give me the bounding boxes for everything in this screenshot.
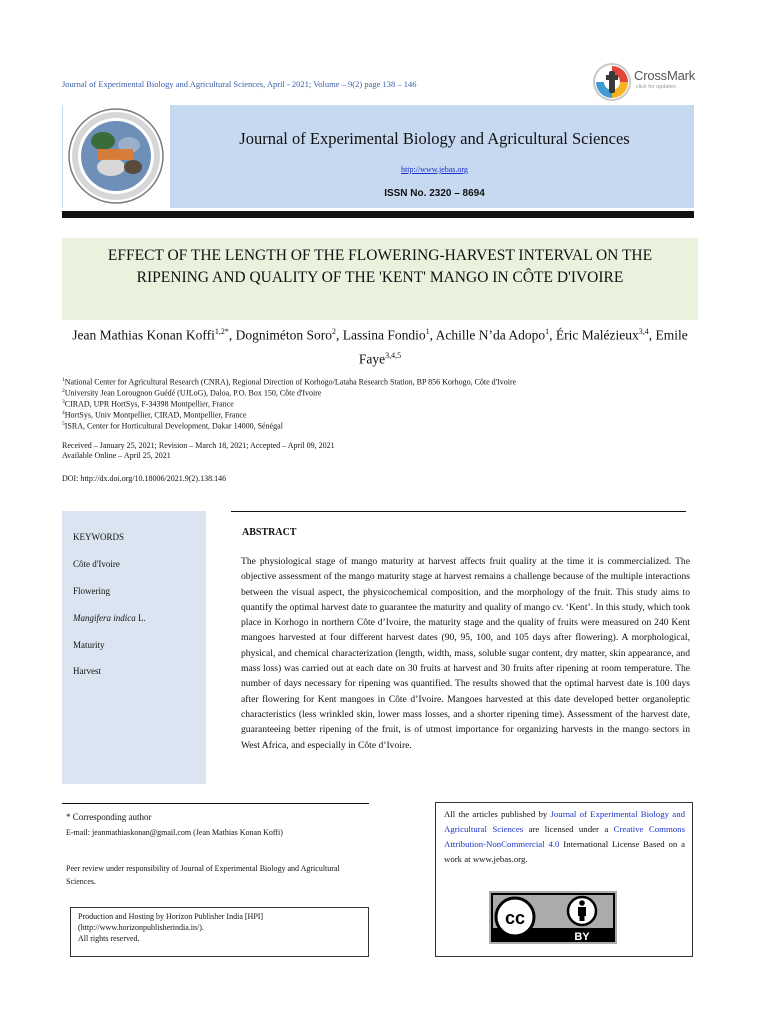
abstract-title: ABSTRACT (242, 527, 297, 538)
journal-title: Journal of Experimental Biology and Agricultural Sciences (239, 129, 630, 148)
affiliation-item: $^1$National Center for Agricultural Research (CNRA), Regional Direction of Korhogo/Lataha Research Station, BP 856 Korhogo, Côte d'Ivoire (62, 377, 517, 387)
keyword-item: Flowering (73, 586, 110, 596)
cc-license-link[interactable]: Creative Commons Attribution-NonCommercial 4.0 (444, 824, 686, 849)
article-title-line-1: EFFECT OF THE LENGTH OF THE FLOWERING-HARVEST INTERVAL ON THE (107, 247, 653, 264)
crossmark-badge[interactable] (592, 60, 697, 102)
author-name: Éric Malézieux (555, 327, 639, 343)
article-title (62, 245, 698, 289)
author-name: Achille N’da Adopo (435, 327, 546, 343)
author-affiliation-mark: 1,2* (214, 327, 229, 336)
dates-online: Available Online – April 25, 2021 (62, 451, 171, 460)
dates-received: Received – January 25, 2021; Revision – March 18, 2021; Accepted – April 09, 2021 (62, 441, 335, 450)
peer-review-note: Peer review under responsibility of Journal of Experimental Biology and Agricultural Sciences. (66, 864, 340, 886)
hosting-text: Production and Hosting by Horizon Publisher India [HPI] (http://www.horizonpublisherindia.in/). All rights reserved. (78, 912, 264, 943)
corresponding-author-email[interactable]: E-mail: jeanmathiaskonan@gmail.com (Jean Mathias Konan Koffi) (66, 828, 283, 837)
keyword-item: Harvest (73, 666, 101, 676)
abstract-body: The physiological stage of mango maturity at harvest affects fruit quality at the time it is commercialized. The objective assessment of the mango maturity stage at harvest remains a challenge because of the multiple interactions between the visual aspect, the physicochemical composition, and the morphology of the fruit. This study aims to quantify the optimal harvest date to guarantee the maturity and quality of mango cv. ‘Kent’. In this study, which took place in Korhogo in northern Côte d’Ivoire, the maturity stage and the quality of fruits were measured on 240 Kent mangoes harvested at four different harvest dates (90, 95, 100, and 105 days after flowering). A morphological, physical, and chemical characterization (length, width, mass, soluble sugar content, dry matter, skin appearance, and mass loss) was carried out at each date on 30 fruits at harvest and 30 fruits after ripening at room temperature. The number of days necessary for ripening was quantified. The results showed that the optimal harvest date is 100 days after flowering for Kent mangoes in Côte d’Ivoire. Mangoes harvested at this date developed better organoleptic characteristics (less wrinkled skin, lower mass losses, and a shorter ripening time). Assessment of the harvest date, guaranteeing better ripening of the fruit, is of utmost importance for organizing harvests in the mango sectors in West Africa, and especially in Côte d’Ivoire. (241, 556, 691, 751)
journal-citation: Journal of Experimental Biology and Agricultural Sciences, April - 2021; Volume – 9(2) page 138 – 146 (62, 79, 417, 89)
article-doi[interactable]: DOI: http://dx.doi.org/10.18006/2021.9(2).138.146 (62, 474, 227, 483)
article-title-line-2: RIPENING AND QUALITY OF THE 'KENT' MANGO IN CÔTE D'IVOIRE (136, 269, 624, 286)
author-affiliation-mark: 1 (425, 327, 430, 336)
footer-divider (62, 803, 369, 804)
crossmark-sub: click for updates (636, 84, 676, 90)
keywords-title: KEYWORDS (73, 532, 124, 542)
author-name: Emile Faye (358, 327, 688, 366)
header-divider (62, 211, 694, 218)
cc-by-label: BY (574, 931, 590, 943)
author-affiliation-mark: 2 (332, 327, 336, 336)
author-name: Dogniméton Soro (235, 327, 332, 343)
corresponding-author-label: * Corresponding author (66, 812, 152, 822)
journal-issn: ISSN No. 2320 – 8694 (384, 188, 485, 199)
author-affiliation-mark: 1 (545, 327, 550, 336)
journal-link[interactable]: Journal of Experimental Biology and Agricultural Sciences (444, 809, 685, 834)
svg-text:cc: cc (504, 908, 526, 928)
cc-by-license-icon[interactable] (489, 891, 617, 944)
keyword-item: Côte d'Ivoire (73, 559, 120, 569)
keyword-item: Maturity (73, 640, 105, 650)
journal-url-link[interactable]: http://www.jebas.org (401, 165, 468, 174)
article-dates (62, 441, 335, 461)
jebas-logo-icon (63, 105, 170, 208)
affiliation-item: $^4$HortSys, Univ Montpellier, CIRAD, Montpellier, France (62, 410, 247, 420)
crossmark-icon (592, 62, 632, 102)
crossmark-label: CrossMark (634, 68, 696, 83)
author-affiliation-mark: 3,4,5 (385, 350, 402, 360)
author-name: Lassina Fondio (342, 327, 426, 343)
affiliation-item: $^3$CIRAD, UPR HortSys, F-34398 Montpellier, France (62, 399, 234, 409)
affiliation-item: $^5$ISRA, Center for Horticultural Development, Dakar 14000, Sénégal (62, 421, 283, 431)
abstract-divider (231, 511, 686, 512)
affiliation-list (62, 376, 702, 431)
author-list: Jean Mathias Konan Koffi$^{1,2*}$, Dogniméton Soro$^2$, Lassina Fondio$^1$, Achille N’da Adopo$^1$, Éric Malézieux$^{3,4}$, Emile Faye$^{3,4,5}$ (72, 327, 688, 366)
keyword-item: Mangifera indica L. (73, 613, 146, 623)
author-affiliation-mark: 3,4 (638, 327, 649, 336)
affiliation-item: $^2$University Jean Lorougnon Guédé (UJLoG), Daloa, P.O. Box 150, Côte d'Ivoire (62, 388, 322, 398)
author-name: Jean Mathias Konan Koffi (72, 327, 215, 343)
license-text: All the articles published by Journal of Experimental Biology and Agricultural Sciences are licensed under a Creative Commons Attribution-NonCommercial 4.0 International License Based on a work at www.jebas.org. (444, 809, 686, 864)
